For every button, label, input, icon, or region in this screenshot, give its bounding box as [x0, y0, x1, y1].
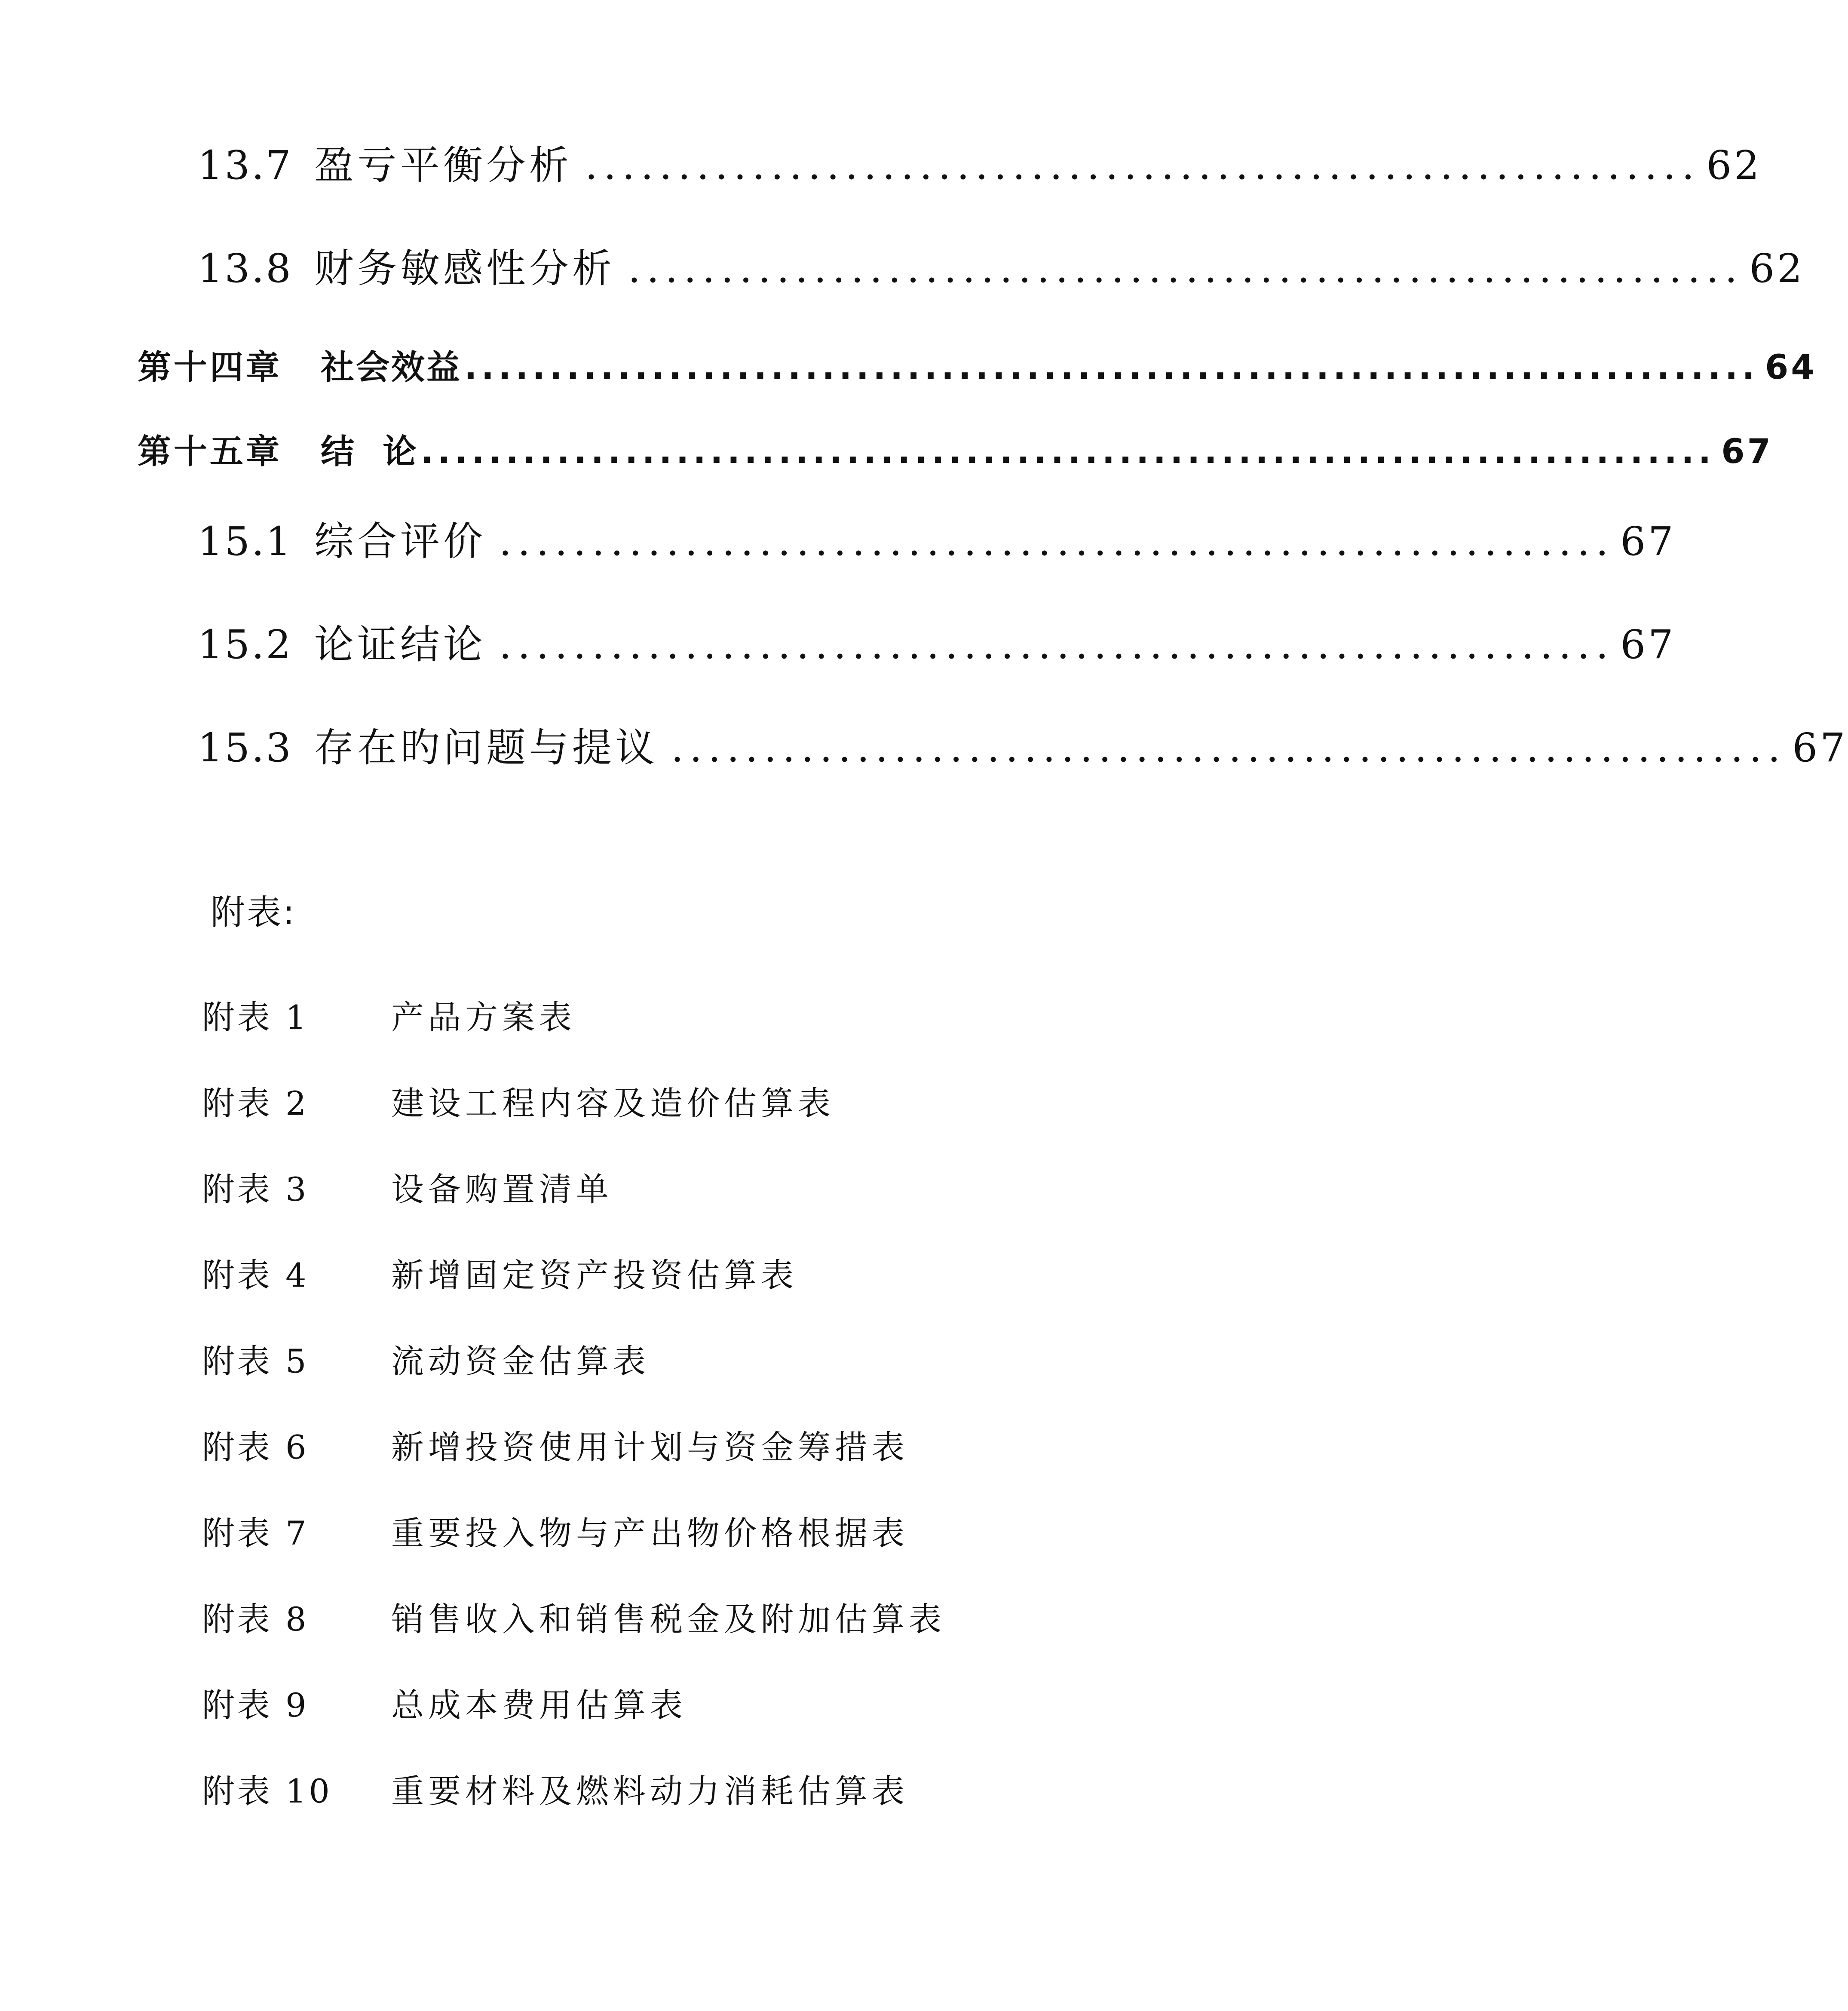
appendix-item: [202, 1166, 1234, 1213]
appendix-label: 附表 3: [202, 1170, 309, 1208]
appendix-label: 附表 9: [202, 1686, 309, 1724]
toc-leader: ............................................................: [585, 142, 1701, 188]
toc-entry-15-2: [198, 617, 1676, 673]
toc-leader: ............................................................................: [464, 348, 1759, 387]
appendix-item: [202, 994, 1234, 1041]
appendix-item: [202, 1252, 1234, 1299]
appendix-title: 重要投入物与产出物价格根据表: [391, 1514, 909, 1552]
appendix-label: 附表 10: [202, 1772, 332, 1810]
toc-page-number: 67: [1620, 518, 1676, 564]
appendix-title: 设备购置清单: [391, 1170, 613, 1208]
appendix-label: 附表 1: [202, 998, 309, 1036]
toc-page-number: 67: [1721, 432, 1773, 471]
toc-page-number: 64: [1765, 348, 1817, 387]
toc-entry-chapter-15: [138, 428, 1773, 475]
appendix-item: [202, 1424, 1234, 1471]
appendix-label: 附表 6: [202, 1428, 309, 1466]
toc-entry-15-1: [198, 514, 1676, 570]
toc-leader: ............................................................................: [420, 432, 1716, 471]
toc-entry-chapter-14: [138, 344, 1817, 391]
appendix-title: 新增固定资产投资估算表: [391, 1256, 798, 1294]
toc-page-number: 62: [1749, 245, 1805, 291]
toc-title: 盈亏平衡分析: [314, 142, 572, 188]
toc-page-number: 62: [1706, 142, 1762, 188]
appendix-label: 附表 5: [202, 1342, 309, 1380]
toc-number: 15.3: [198, 725, 293, 771]
toc-chapter-number: 第十五章: [138, 432, 282, 471]
appendix-title: 流动资金估算表: [391, 1342, 650, 1380]
appendix-item: [202, 1080, 1234, 1127]
toc-number: 15.1: [198, 518, 293, 564]
toc-entry-15-3: [198, 720, 1848, 776]
appendix-title: 销售收入和销售税金及附加估算表: [391, 1600, 946, 1638]
appendix-item: [202, 1338, 1234, 1385]
appendix-item: [202, 1768, 1234, 1815]
toc-page-number: 67: [1620, 622, 1676, 668]
appendix-title: 建设工程内容及造价估算表: [391, 1084, 835, 1122]
appendix-label: 附表 4: [202, 1256, 309, 1294]
toc-title: 财务敏感性分析: [314, 245, 615, 291]
appendix-item: [202, 1510, 1234, 1557]
appendix-title: 总成本费用估算表: [391, 1686, 687, 1724]
toc-title: 结 论: [321, 432, 418, 471]
toc-number: 15.2: [198, 622, 293, 668]
toc-entry-13-7: [198, 138, 1762, 193]
appendix-item: [202, 1682, 1234, 1729]
appendix-title: 产品方案表: [391, 998, 576, 1036]
toc-leader: ............................................................: [671, 725, 1787, 771]
appendix-title: 重要材料及燃料动力消耗估算表: [391, 1772, 909, 1810]
appendix-heading: 附表:: [211, 892, 296, 932]
appendix-label: 附表 7: [202, 1514, 309, 1552]
toc-title: 综合评价: [314, 518, 486, 564]
toc-entry-13-8: [198, 241, 1805, 297]
toc-number: 13.7: [198, 142, 293, 188]
toc-leader: ............................................................: [499, 518, 1615, 564]
appendix-label: 附表 8: [202, 1600, 309, 1638]
toc-leader: ............................................................: [628, 245, 1744, 291]
toc-title: 存在旳问题与提议: [314, 725, 658, 771]
toc-number: 13.8: [198, 245, 293, 291]
appendix-title: 新增投资使用计划与资金筹措表: [391, 1428, 909, 1466]
appendix-label: 附表 2: [202, 1084, 309, 1122]
appendix-item: [202, 1596, 1234, 1643]
toc-title: 论证结论: [314, 622, 486, 668]
toc-title: 社会效益: [321, 348, 462, 387]
toc-page-number: 67: [1792, 725, 1848, 771]
toc-leader: ............................................................: [499, 622, 1615, 668]
toc-chapter-number: 第十四章: [138, 348, 282, 387]
